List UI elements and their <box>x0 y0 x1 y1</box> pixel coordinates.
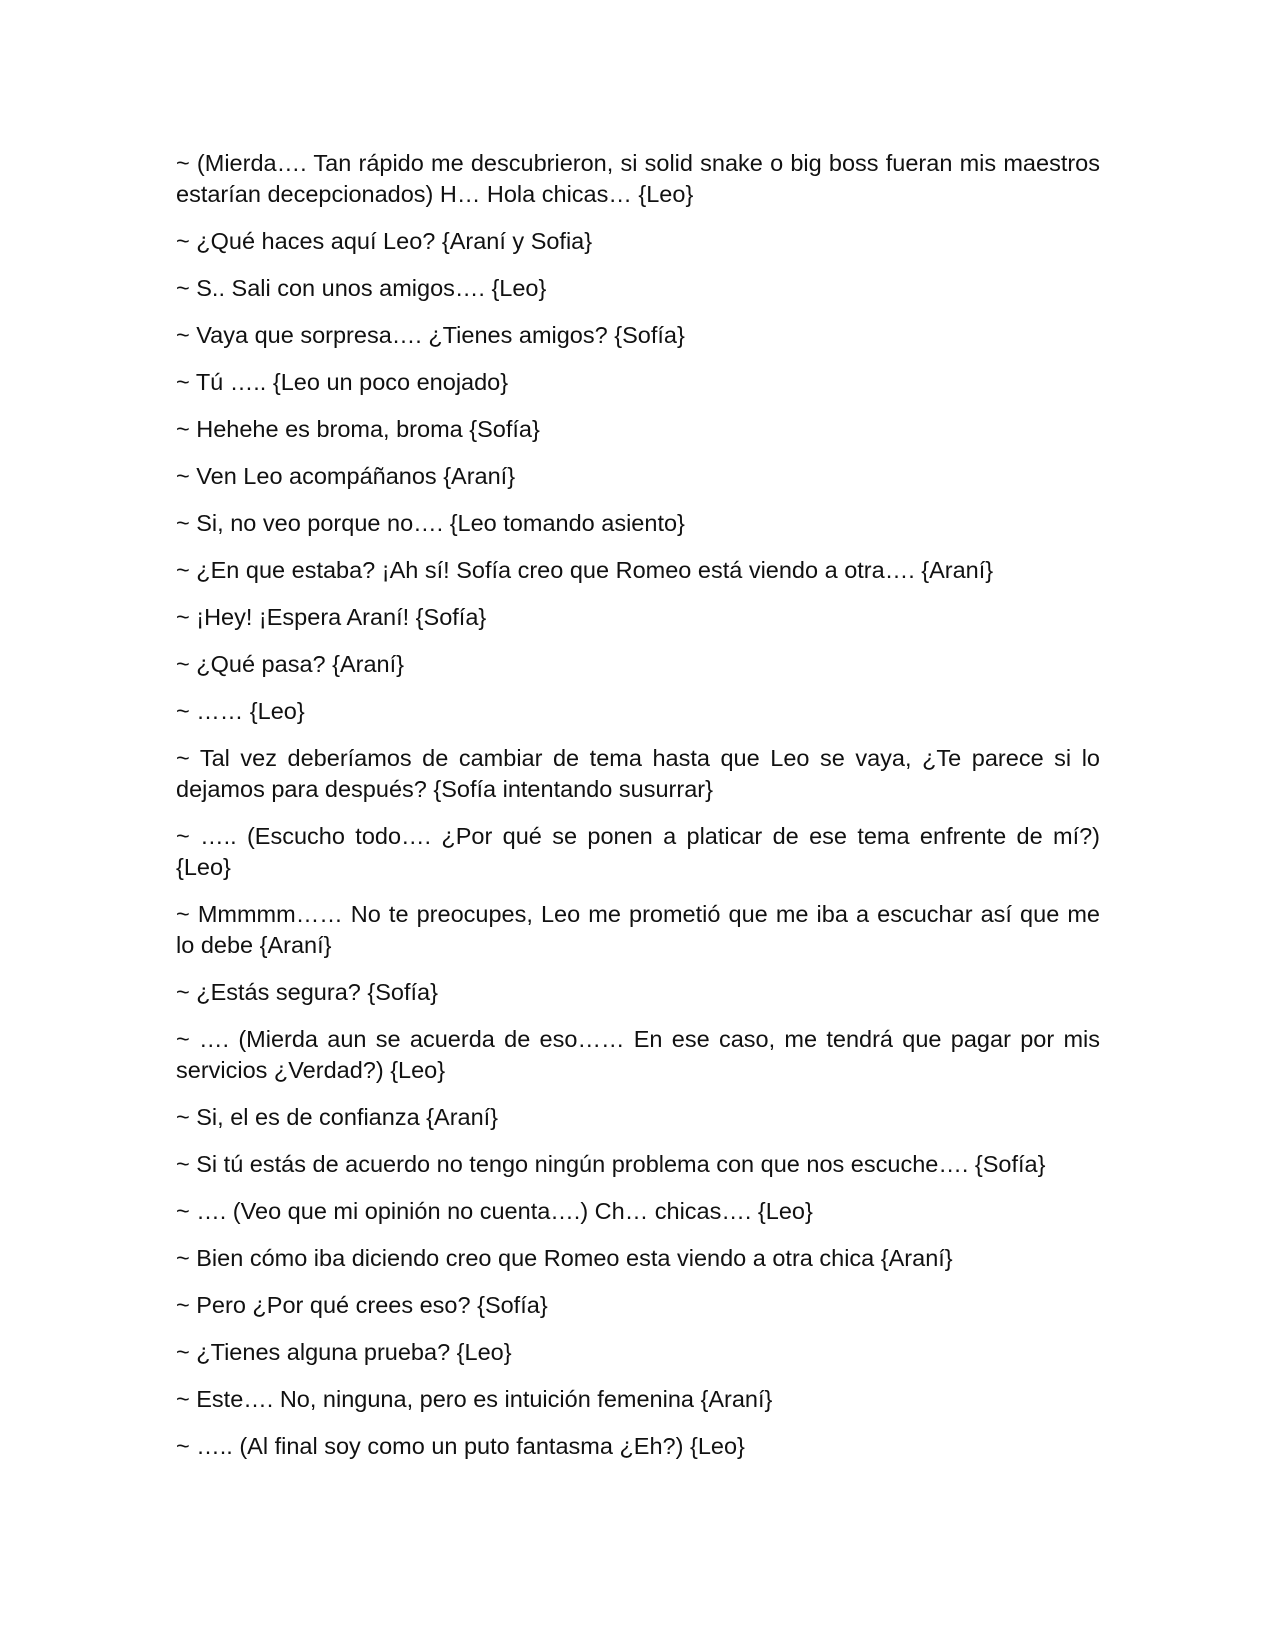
dialogue-line-8: ~ Si, no veo porque no…. {Leo tomando asiento} <box>176 510 685 536</box>
dialogue-line-1: ~ (Mierda…. Tan rápido me descubrieron, si solid snake o big boss fueran mis maestros estarían decepcionados) H… Hola chicas… {Leo} <box>176 150 1100 207</box>
dialogue-line-6: ~ Hehehe es broma, broma {Sofía} <box>176 416 540 442</box>
dialogue-line-3: ~ S.. Sali con unos amigos…. {Leo} <box>176 275 547 301</box>
dialogue-line-12: ~ …… {Leo} <box>176 698 305 724</box>
dialogue-line-16: ~ ¿Estás segura? {Sofía} <box>176 979 438 1005</box>
dialogue-line-4: ~ Vaya que sorpresa…. ¿Tienes amigos? {Sofía} <box>176 322 685 348</box>
dialogue-line-17: ~ …. (Mierda aun se acuerda de eso…… En ese caso, me tendrá que pagar por mis servicios ¿Verdad?) {Leo} <box>176 1026 1100 1083</box>
dialogue-line-9: ~ ¿En que estaba? ¡Ah sí! Sofía creo que Romeo está viendo a otra…. {Araní} <box>176 557 994 583</box>
dialogue-line-2: ~ ¿Qué haces aquí Leo? {Araní y Sofia} <box>176 228 593 254</box>
dialogue-line-24: ~ Este…. No, ninguna, pero es intuición femenina {Araní} <box>176 1386 773 1412</box>
dialogue-line-5: ~ Tú ….. {Leo un poco enojado} <box>176 369 509 395</box>
dialogue-line-23: ~ ¿Tienes alguna prueba? {Leo} <box>176 1339 512 1365</box>
dialogue-line-15: ~ Mmmmm…… No te preocupes, Leo me prometió que me iba a escuchar así que me lo debe {Araní} <box>176 901 1100 958</box>
dialogue-line-20: ~ …. (Veo que mi opinión no cuenta….) Ch… chicas…. {Leo} <box>176 1198 813 1224</box>
dialogue-line-18: ~ Si, el es de confianza {Araní} <box>176 1104 499 1130</box>
dialogue-line-25: ~ ….. (Al final soy como un puto fantasma ¿Eh?) {Leo} <box>176 1433 745 1459</box>
dialogue-line-21: ~ Bien cómo iba diciendo creo que Romeo esta viendo a otra chica {Araní} <box>176 1245 953 1271</box>
document-page <box>176 148 1100 1478</box>
dialogue-line-19: ~ Si tú estás de acuerdo no tengo ningún problema con que nos escuche…. {Sofía} <box>176 1151 1046 1177</box>
dialogue-line-10: ~ ¡Hey! ¡Espera Araní! {Sofía} <box>176 604 487 630</box>
dialogue-line-7: ~ Ven Leo acompáñanos {Araní} <box>176 463 516 489</box>
dialogue-line-13: ~ Tal vez deberíamos de cambiar de tema hasta que Leo se vaya, ¿Te parece si lo dejamos para después? {Sofía intentando susurrar} <box>176 745 1100 802</box>
dialogue-line-14: ~ ….. (Escucho todo…. ¿Por qué se ponen a platicar de ese tema enfrente de mí?) {Leo} <box>176 823 1100 880</box>
dialogue-line-22: ~ Pero ¿Por qué crees eso? {Sofía} <box>176 1292 548 1318</box>
dialogue-line-11: ~ ¿Qué pasa? {Araní} <box>176 651 404 677</box>
